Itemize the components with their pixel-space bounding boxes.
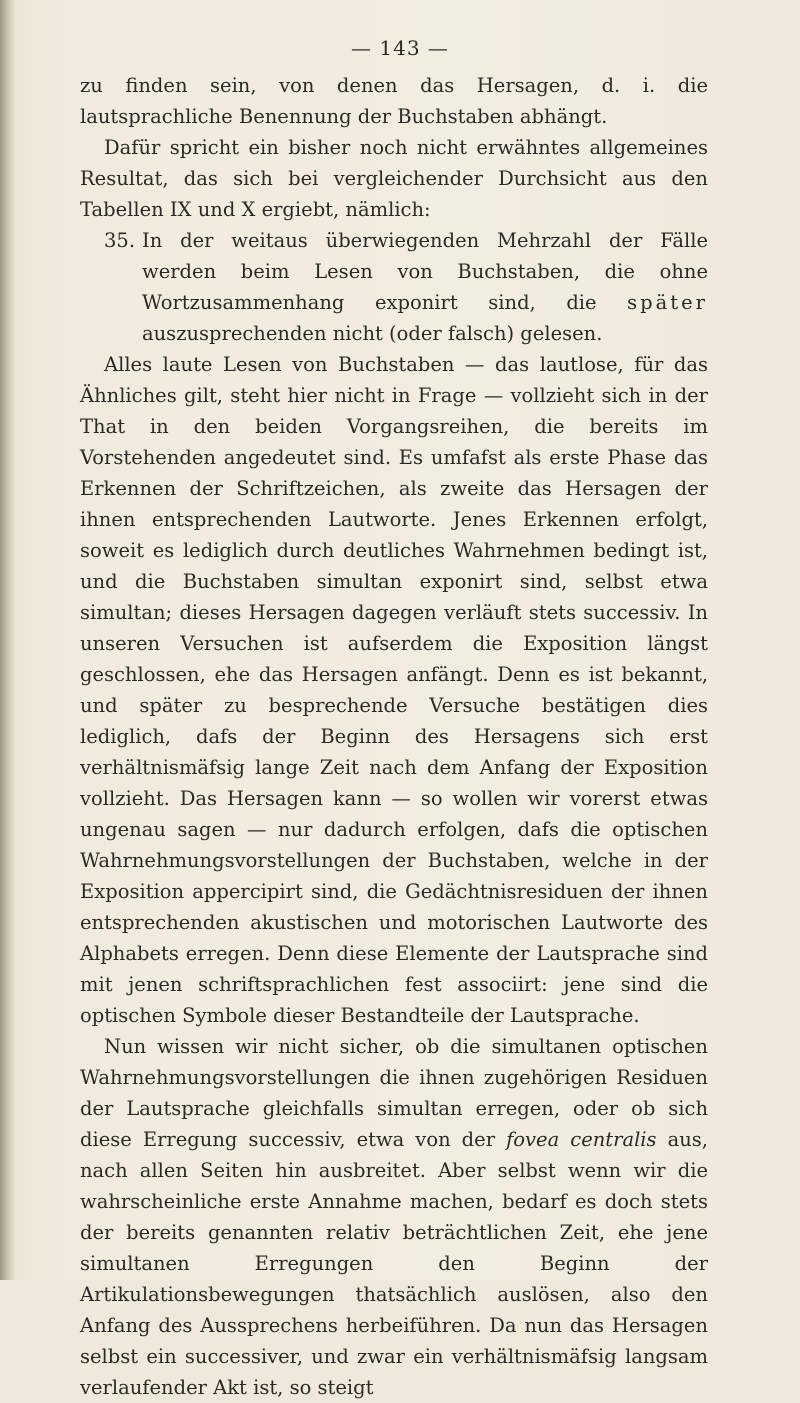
paragraph-continued: zu finden sein, von denen das Hersagen, d. i. die lautsprachliche Benennung der Buchstaben abhängt. [80,74,708,128]
numbered-thesis [104,225,708,349]
paragraph-resultat: Dafür spricht ein bisher noch nicht erwähntes allgemeines Resultat, das sich bei vergleichender Durchsicht aus den Tabellen IX und X ergiebt, nämlich: [80,136,708,221]
fovea-term: fovea centralis [506,1128,657,1151]
page-number-header: — 143 — [351,36,449,60]
thesis-emphasis: später [627,291,708,314]
thesis-text-end: auszusprechenden nicht (oder falsch) gelesen. [142,322,603,345]
paragraph-wahrnehmung [80,1031,708,1403]
paragraph-wahrnehmung-end: aus, nach allen Seiten hin ausbreitet. Aber selbst wenn wir die wahrscheinliche erste Annahme machen, bedarf es doch stets der bereits genannten relativ beträchtlichen Zeit, ehe jene simultanen Erregungen den Beginn der Artikulationsbewegungen thatsächlich auslösen, also den Anfang des Aussprechens herbeiführen. Da nun das Hersagen selbst ein successiver, und zwar ein verhältnismäfsig langsam verlaufender Akt ist, so steigt [80,1128,709,1399]
page-gutter-shadow [0,0,16,1280]
paragraph-wahrnehmung-start: Nun wissen wir nicht sicher, ob die simultanen optischen Wahrnehmungsvorstellungen die ihnen zugehörigen Residuen der Lautsprache gleichfalls simultan erregen, oder ob sich diese Erregung successiv, etwa von der [80,1035,708,1151]
thesis-text-start: In der weitaus überwiegenden Mehrzahl der Fälle werden beim Lesen von Buchstaben, die ohne Wortzusammenhang exponirt sind, die [142,229,708,314]
body-text [80,70,708,1403]
thesis-number: 35. [104,229,136,252]
paragraph-lesen: Alles laute Lesen von Buchstaben — das lautlose, für das Ähnliches gilt, steht hier nicht in Frage — vollzieht sich in der That in den beiden Vorgangsreihen, die bereits im Vorstehenden angedeutet sind. Es umfafst als erste Phase das Erkennen der Schriftzeichen, als zweite das Hersagen der ihnen entsprechenden Lautworte. Jenes Erkennen erfolgt, soweit es lediglich durch deutliches Wahrnehmen bedingt ist, und die Buchstaben simultan exponirt sind, selbst etwa simultan; dieses Hersagen dagegen verläuft stets successiv. In unseren Versuchen ist aufserdem die Exposition längst geschlossen, ehe das Hersagen anfängt. Denn es ist bekannt, und später zu besprechende Versuche bestätigen dies lediglich, dafs der Beginn des Hersagens sich erst verhältnismäfsig lange Zeit nach dem Anfang der Exposition vollzieht. Das Hersagen kann — so wollen wir vorerst etwas ungenau sagen — nur dadurch erfolgen, dafs die optischen Wahrnehmungsvorstellungen der Buchstaben, welche in der Exposition appercipirt sind, die Gedächtnisresiduen der ihnen entsprechenden akustischen und motorischen Lautworte des Alphabets erregen. Denn diese Elemente der Lautsprache sind mit jenen schriftsprachlichen fest associirt: jene sind die optischen Symbole dieser Bestandteile der Lautsprache. [80,353,708,1027]
